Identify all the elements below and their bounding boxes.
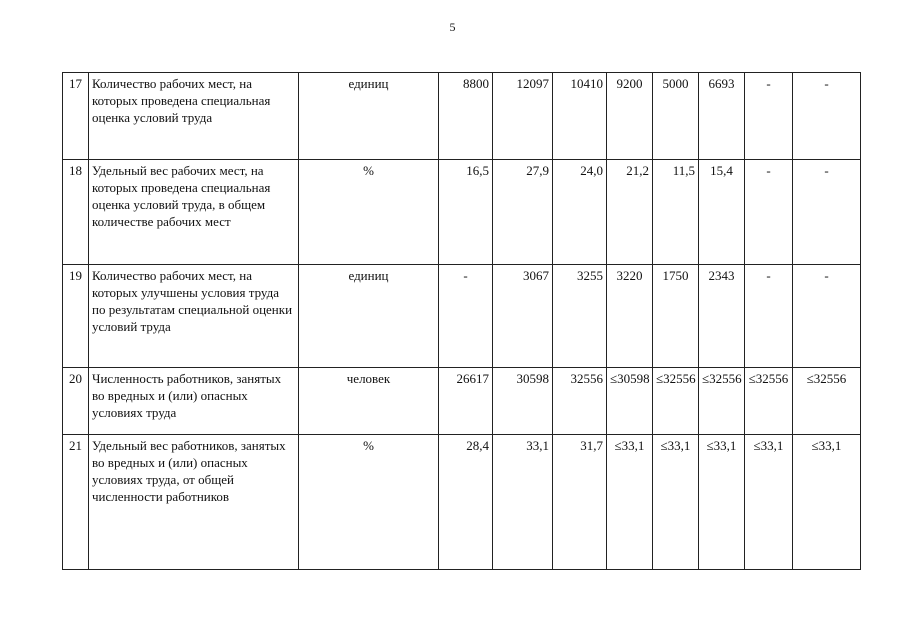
unit-cell: единиц [299,265,439,368]
value-cell: 3255 [553,265,607,368]
table-row [63,265,861,368]
row-number: 17 [63,73,89,160]
table-row [63,368,861,435]
value-cell: 24,0 [553,160,607,265]
value-cell: 28,4 [439,435,493,570]
value-cell: 21,2 [607,160,653,265]
table-row [63,160,861,265]
value-cell: ≤33,1 [653,435,699,570]
value-cell: 30598 [493,368,553,435]
value-cell: ≤30598 [607,368,653,435]
value-cell: 15,4 [699,160,745,265]
value-cell: ≤33,1 [607,435,653,570]
indicator-name: Удельный вес рабочих мест, на которых проведена специальная оценка условий труда, в общем количестве рабочих мест [89,160,299,265]
table-row [63,435,861,570]
value-cell: 5000 [653,73,699,160]
value-cell: 32556 [553,368,607,435]
unit-cell: человек [299,368,439,435]
value-cell: - [793,160,861,265]
value-cell: ≤33,1 [699,435,745,570]
value-cell: 6693 [699,73,745,160]
value-cell: ≤32556 [793,368,861,435]
row-number: 20 [63,368,89,435]
value-cell: 27,9 [493,160,553,265]
value-cell: 10410 [553,73,607,160]
value-cell: 33,1 [493,435,553,570]
value-cell: - [793,73,861,160]
page-number: 5 [449,20,456,34]
unit-cell: % [299,160,439,265]
indicator-name: Удельный вес работников, занятых во вредных и (или) опасных условиях труда, от общей численности работников [89,435,299,570]
indicator-name: Количество рабочих мест, на которых проведена специальная оценка условий труда [89,73,299,160]
value-cell: - [745,73,793,160]
row-number: 21 [63,435,89,570]
indicator-name: Численность работников, занятых во вредных и (или) опасных условиях труда [89,368,299,435]
indicators-table [62,72,861,570]
value-cell: 3220 [607,265,653,368]
row-number: 18 [63,160,89,265]
value-cell: 16,5 [439,160,493,265]
indicator-name: Количество рабочих мест, на которых улучшены условия труда по результатам специальной оценки условий труда [89,265,299,368]
value-cell: ≤32556 [699,368,745,435]
value-cell: - [745,265,793,368]
value-cell: ≤32556 [653,368,699,435]
value-cell: 8800 [439,73,493,160]
unit-cell: единиц [299,73,439,160]
row-number: 19 [63,265,89,368]
value-cell: - [793,265,861,368]
value-cell: 26617 [439,368,493,435]
value-cell: 31,7 [553,435,607,570]
value-cell: ≤32556 [745,368,793,435]
value-cell: 11,5 [653,160,699,265]
value-cell: 1750 [653,265,699,368]
value-cell: ≤33,1 [745,435,793,570]
value-cell: ≤33,1 [793,435,861,570]
unit-cell: % [299,435,439,570]
value-cell: - [745,160,793,265]
value-cell: 12097 [493,73,553,160]
value-cell: 9200 [607,73,653,160]
value-cell: - [439,265,493,368]
value-cell: 3067 [493,265,553,368]
value-cell: 2343 [699,265,745,368]
table-row [63,73,861,160]
